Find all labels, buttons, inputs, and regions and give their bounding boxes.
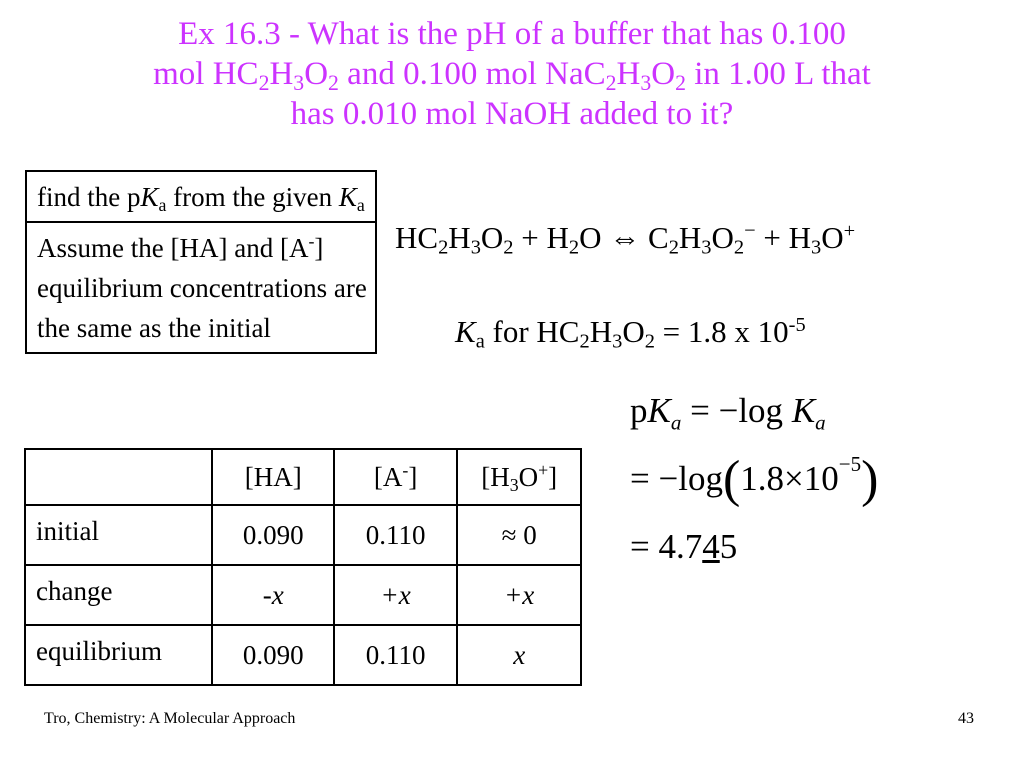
footer-source: Tro, Chemistry: A Molecular Approach [44,710,296,727]
title-line-3: has 0.010 mol NaOH added to it? [290,96,734,132]
step-assume-equilibrium: Assume the [HA] and [A-] equilibrium concentrations are the same as the initial [27,221,375,352]
step-find-pka: find the $pK_a$ from the given $K_a$ [37,182,365,215]
cell-equilibrium-ha: 0.090 [212,625,333,685]
ka-statement: $K_a$ for $HC_2H_3O_2 = 1.8$ x $10^{-5}$ [455,313,806,353]
cell-change-a: +x [334,565,457,625]
slide-title [40,14,984,134]
calc-line-3: = 4.745 [630,527,738,566]
slide-number: 43 [958,710,974,727]
table-row [25,625,581,685]
steps-box [25,170,377,354]
cell-initial-h3o: ≈ 0 [457,505,581,565]
cell-change-h3o: +x [457,565,581,625]
ice-table [24,448,582,686]
row-label-initial: initial [25,505,212,565]
cell-change-ha: -x [212,565,333,625]
chemical-equation: $HC_2H_3O_2 + H_2O$ ⇔ $C_2H_3O_2^- + H_3O^+$ [395,219,856,259]
calc-line-1: $pK_a = -\log$ $K_a$ [630,391,826,435]
row-label-equilibrium: equilibrium [25,625,212,685]
table-row [25,565,581,625]
row-label-change: change [25,565,212,625]
pka-calculation [630,382,878,586]
cell-initial-a: 0.110 [334,505,457,565]
table-header-row [25,449,581,505]
cell-initial-ha: 0.090 [212,505,333,565]
cell-equilibrium-h3o: x [457,625,581,685]
title-line-1: Ex 16.3 - What is the pH of a buffer that has 0.100 [178,16,846,52]
header-h3o: $[H_3O^+]$ [457,449,581,505]
calc-line-2: = $-\log(1.8\times 10^{-5})$ [630,451,879,508]
cell-equilibrium-a: 0.110 [334,625,457,685]
header-ha: [HA] [212,449,333,505]
title-line-2: mol $HC_2H_3O_2$ and 0.100 mol $NaC_2H_3O_2$ in 1.00 L that [153,56,871,96]
header-a: [A-] [334,449,457,505]
header-empty [25,449,212,505]
table-row [25,505,581,565]
